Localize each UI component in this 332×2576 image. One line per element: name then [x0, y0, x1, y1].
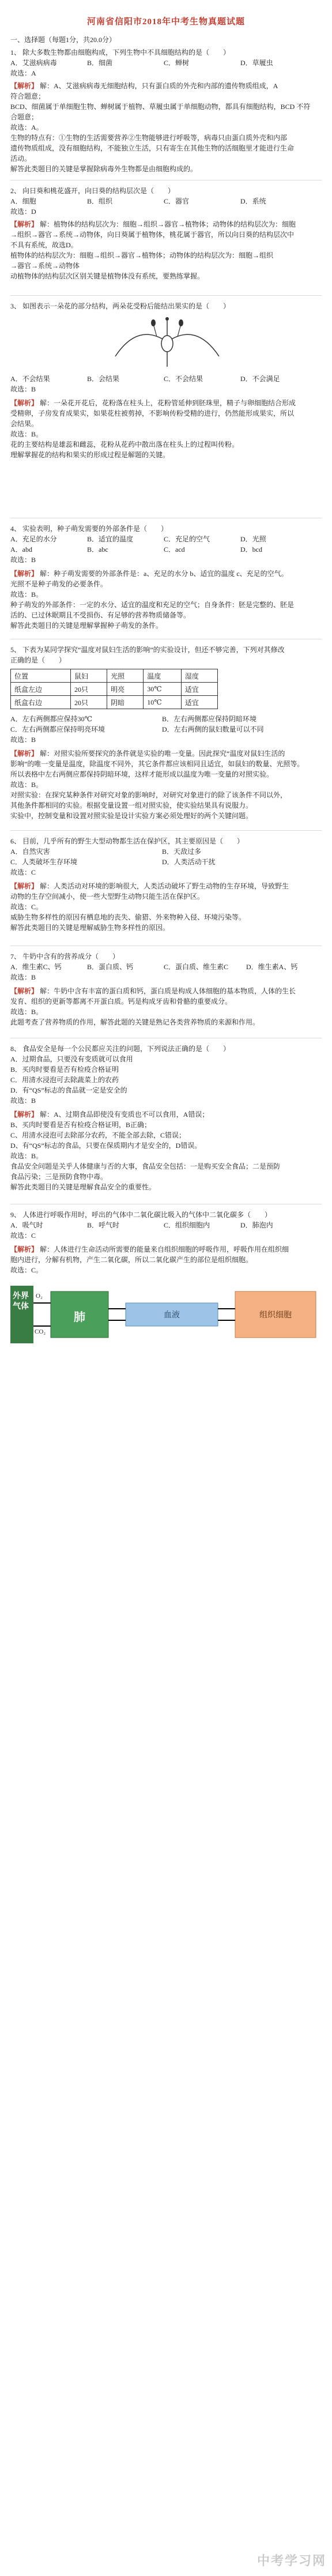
diagram-label-outer: 外界气体 — [13, 1292, 29, 1311]
option[interactable]: C．组织细胞内 — [164, 1221, 210, 1229]
analysis-line: 符合题意； — [10, 92, 46, 100]
analysis-line: 其他条件都相同的实验。根据变量设置一组对照实验，使实验结果具有说服力。 — [10, 801, 253, 809]
analysis-line: 故选：B。 — [10, 781, 43, 789]
question-1-options — [10, 58, 322, 68]
table-cell: 20只 — [71, 683, 107, 696]
question-4-options — [10, 544, 322, 555]
analysis-line: 合题意； — [10, 113, 39, 121]
analysis-line: 实验中，控制变量和设置对照实验是设计实验方案必须处理好的两个关键问题。 — [10, 812, 253, 820]
analysis-line — [10, 986, 322, 996]
analysis-line: 活动。 — [10, 155, 32, 163]
analysis-line: 解答此类题目的关键是理解食品安全的重要性。 — [10, 1183, 156, 1191]
analysis-line: 理解掌握花的结构和果实的形成过程是解题的关键。 — [10, 451, 170, 459]
table-cell: 适宜 — [181, 683, 217, 696]
question-7-stem: 7、 牛奶中含有的营养成分（ ） — [10, 952, 120, 961]
analysis-label: 【解析】 — [10, 82, 39, 90]
option[interactable]: B．买肉时要看是否有检疫合格证明 — [10, 1065, 119, 1074]
analysis-text: 解：对照实验所要探究的条件就是实验的唯一变量。因此探究“温度对鼠妇生活的 — [38, 750, 285, 758]
watermark: 中考学习网 — [256, 2554, 326, 2569]
analysis-line: 生物的特点有：①生物的生活需要营养②生物能够进行呼吸等，病毒只由蛋白质外壳和内部 — [10, 134, 288, 142]
option[interactable]: A．过期食品，只要没有变质就可以食用 — [10, 1055, 133, 1063]
table-cell: 鼠妇 — [71, 669, 107, 683]
table-row — [11, 683, 218, 696]
option: A．充足的水分 — [10, 535, 57, 543]
option[interactable]: A．吸气时 — [10, 1221, 43, 1229]
option[interactable]: D．左右两侧的鼠妇数量可以不同 — [162, 725, 264, 733]
analysis-label: 【解析】 — [10, 1110, 39, 1118]
analysis-line — [10, 219, 322, 229]
question-4-conditions — [10, 534, 322, 544]
question-9-options — [10, 1220, 322, 1230]
option[interactable]: C．蛋白质、维生素C — [164, 963, 229, 971]
option[interactable]: A．艾滋病病毒 — [10, 59, 57, 67]
option: C．充足的空气 — [164, 535, 210, 543]
analysis-line — [10, 81, 322, 91]
table-cell: 纸盒右边 — [11, 696, 71, 709]
option[interactable]: B．abc — [87, 545, 108, 553]
question-1-stem: 1、 除大多数生物都由细胞构成，下列生物中不具细胞结构的是（ ） — [10, 48, 231, 57]
analysis-text: 解：A、艾滋病病毒无细胞结构，只有蛋白质的外壳和内部的遗传物质组成，A — [38, 82, 278, 90]
table-cell: 30℃ — [144, 683, 182, 696]
analysis-line: 受精卵，子房发育成果实，如果花柱被剪掉，不影响传粉受精的进行，仍然能形成果实，所以 — [10, 409, 295, 417]
option[interactable]: A．维生素C、钙 — [10, 963, 62, 971]
section-heading: 一、选择题（每题1分，共20.0分） — [10, 36, 116, 44]
question-5-options-row2 — [10, 724, 322, 735]
analysis-line: 植物体的结构层次为：细胞→组织→器官→植物体；动物体的结构层次为：细胞→组织 — [10, 251, 274, 259]
table-cell: 明亮 — [107, 683, 144, 696]
analysis-line: C、用清水浸泡可去除部分农药，不能全部去除，C错误； — [10, 1131, 186, 1139]
option[interactable]: C．器官 — [164, 197, 190, 205]
analysis-line: 解答此类题目的关键是理解威胁生物多样性的原因。 — [10, 924, 170, 932]
option[interactable]: A．左右两侧都应保持30℃ — [10, 715, 93, 723]
option[interactable]: A．不会结果 — [10, 375, 50, 383]
option[interactable]: D．人类活动干扰 — [162, 858, 216, 866]
question-5-options-row1 — [10, 714, 322, 724]
analysis-label: 【解析】 — [10, 399, 39, 407]
option[interactable]: D．系统 — [240, 197, 266, 205]
experiment-table — [10, 669, 218, 709]
answer: 故选：D — [10, 208, 36, 216]
question-2-options — [10, 196, 322, 206]
analysis-label: 【解析】 — [10, 220, 39, 228]
option[interactable]: C．acd — [164, 545, 185, 553]
table-cell: 适宜 — [181, 696, 217, 709]
divider — [10, 830, 322, 831]
option[interactable]: D．不会满足 — [240, 375, 280, 383]
analysis-label: 【解析】 — [10, 570, 39, 578]
analysis-line: 故选：B。 — [10, 1008, 43, 1016]
answer: 故选：B — [10, 385, 36, 393]
analysis-line: 威胁生物多样性的原因有栖息地的丧失、偷猎、外来物种入侵、环境污染等。 — [10, 913, 246, 921]
table-cell: 10℃ — [144, 696, 182, 709]
option[interactable]: B．蛋白质、钙 — [87, 963, 134, 971]
table-cell: 光照 — [107, 669, 144, 683]
analysis-line: 故选：B。 — [10, 1152, 43, 1160]
question-9-stem: 9、 人体进行呼吸作用时，呼出的气体中二氧化碳比吸入的气体中二氧化碳多（ ） — [10, 1211, 272, 1219]
question-6-options-row2 — [10, 857, 322, 867]
analysis-line: 故选：C。 — [10, 1266, 43, 1274]
answer: 故选：B — [10, 736, 36, 744]
analysis-line: 花的主要结构是雄蕊和雌蕊，花粉从花药中散出落在柱头上的过程叫传粉。 — [10, 440, 239, 449]
analysis-line — [10, 568, 322, 579]
question-4-stem: 4、 实验表明，种子萌发需要的外部条件是（ ） — [10, 525, 168, 533]
analysis-line: 发育、组织的更新等都离不开蛋白质。钙是构成牙齿和骨骼的重要成分。 — [10, 997, 232, 1005]
analysis-line: 食品污染；三是预防食物中毒。 — [10, 1173, 108, 1181]
analysis-line: B、买肉时要看是否有检疫合格证明，B正确； — [10, 1121, 152, 1129]
question-8-stem: 8、 食品安全是每一个公民都应关注的问题，下列说法正确的是（ ） — [10, 1045, 231, 1053]
option[interactable]: C．用清水浸泡可去除蔬菜上的农药 — [10, 1076, 119, 1084]
analysis-line — [10, 1244, 322, 1255]
analysis-line: 此题考查了营养物质的作用，解答此题的关键是熟记各类营养物质的来源和作用。 — [10, 1018, 260, 1026]
option[interactable]: D．bcd — [240, 545, 262, 553]
answer: 故选：C — [10, 868, 36, 876]
option[interactable]: A．细胞 — [10, 197, 36, 205]
analysis-line: 遗传物质组成，没有细胞结构，不能独立生活，只有寄生在其他生物的活细胞里才能进行生命 — [10, 144, 295, 152]
table-cell: 纸盒左边 — [11, 683, 71, 696]
analysis-line: 故选：C。 — [10, 903, 43, 911]
table-cell: 20只 — [71, 696, 107, 709]
analysis-line: 对照实验：在探究某种条件对研究对象的影响时，对研究对象进行的除了该条件不同以外， — [10, 791, 288, 799]
analysis-line: 胞内进行，分解有机物，产生二氧化碳，所以二氧化碳产生的部位是组织细胞。 — [10, 1256, 253, 1264]
diagram-label-o2: O₂ — [36, 1293, 43, 1300]
option[interactable]: D．有“QS”标志的食品就一定是安全的 — [10, 1086, 127, 1094]
analysis-line: →组织→器官→系统→动物体，向日葵属于植物体，桃花属于器官，所以向日葵的结构层次中 — [10, 231, 295, 239]
analysis-text: 解：A、过期食品即使没有变质也不可以食用，A错误； — [38, 1110, 209, 1118]
analysis-line: 光照不是种子萌发的必要条件。 — [10, 580, 108, 588]
analysis-line: 影响”的唯一变量是温度，除温度不同外，其它条件都应该相同且适宜，如鼠妇的数量、光照等。 — [10, 760, 304, 768]
option[interactable]: B．细菌 — [87, 59, 113, 67]
diagram-label-blood: 血液 — [164, 1311, 180, 1320]
answer: 故选：B — [10, 556, 36, 564]
analysis-line: 动物的生存空间减小，使一些大型野生动物只能生活在保护区。 — [10, 892, 205, 901]
option[interactable]: A．自然灾害 — [10, 848, 50, 856]
option[interactable]: B．天敌过多 — [162, 848, 202, 856]
question-5-stem: 5、 下表为某同学探究“温度对鼠妇生活的影响”的实验设计，但还不够完善，下列对其修改 — [10, 646, 285, 654]
option[interactable]: C．人类破坏生存环境 — [10, 858, 78, 866]
option[interactable]: C．不会结果 — [164, 375, 203, 383]
analysis-line: D、有“QS”标志的食品，只要在保质期内才是安全的，D错误。 — [10, 1142, 202, 1150]
analysis-label: 【解析】 — [10, 750, 39, 758]
option[interactable]: B．会结果 — [87, 375, 120, 383]
analysis-line — [10, 748, 322, 759]
analysis-label: 【解析】 — [10, 1245, 39, 1253]
question-7-options — [10, 962, 322, 972]
question-6-stem: 6、 目前，几乎所有的野生大型动物都生活在保护区，其主要原因是（ ） — [10, 837, 244, 845]
option[interactable]: B．呼气时 — [87, 1221, 120, 1229]
option[interactable]: D．草履虫 — [240, 59, 273, 67]
flower-figure — [104, 316, 231, 368]
analysis-line: 动植物体的结构层次区别关键是植物体没有系统，要熟练掌握。 — [10, 272, 205, 280]
table-row — [11, 696, 218, 709]
analysis-text: 解：一朵花开花后，花粉落在柱头上，花粉管延伸到胚珠里，精子与卵细胞结合形成 — [38, 399, 296, 407]
analysis-line — [10, 1109, 322, 1120]
option[interactable]: D．肺泡内 — [240, 1221, 273, 1229]
question-6-options-row1 — [10, 846, 322, 857]
option[interactable]: D．维生素A、钙 — [246, 963, 298, 971]
diagram-label-tissue: 组织细胞 — [259, 1311, 292, 1320]
analysis-text: 解：人类活动对环境的影响很大，人类活动破坏了野生动物的生存环境，导致野生 — [38, 882, 289, 890]
analysis-line — [10, 398, 322, 408]
analysis-line: 解答此类题目的关键是理解掌握种子萌发的条件。 — [10, 622, 163, 630]
answer: 故选：A — [10, 69, 36, 77]
diagram-label-co2: CO₂ — [35, 1328, 46, 1335]
question-2-stem: 2、 向日葵和桃花盛开，向日葵的结构层次是（ ） — [10, 187, 175, 195]
analysis-line: 故选：B。 — [10, 590, 43, 598]
analysis-line: 故选：B。 — [10, 430, 43, 438]
page-title: 河南省信阳市2018年中考生物真题试题 — [86, 17, 245, 27]
answer: 故选：C — [10, 1231, 36, 1240]
analysis-line: BCD、细菌属于单细胞生物、蝉树属于植物、草履虫属于单细胞动物，都具有细胞结构，BCD 不符 — [10, 103, 311, 111]
option[interactable]: B．左右两侧都应保持阴暗环境 — [162, 715, 257, 723]
option: B．适宜的温度 — [87, 535, 134, 543]
table-cell: 湿度 — [181, 669, 217, 683]
answer: 故选：B — [10, 973, 36, 981]
table-row — [11, 669, 218, 683]
analysis-label: 【解析】 — [10, 882, 39, 890]
analysis-line: 不具有系统，故选D。 — [10, 241, 78, 249]
analysis-line: 食品安全问题是关乎人体健康与否的大事，食品安全包括：一是购买安全食品；二是预防 — [10, 1162, 281, 1170]
analysis-line: 活的、已过休眠期且不受损伤、有足够的营养物质储备等。 — [10, 611, 191, 619]
question-3-stem: 3、 如图表示一朵花的部分结构，两朵花受粉后能结出果实的是（ ） — [10, 302, 231, 310]
analysis-line: 会结果。 — [10, 420, 39, 428]
analysis-line: 所以表格中左右两侧应都保持阴暗环境，这样才能形成以温度为唯一变量的对照实验。 — [10, 770, 274, 778]
question-5-stem-cont: 正确的是（ ） — [10, 656, 66, 664]
table-cell: 温度 — [144, 669, 182, 683]
analysis-line — [10, 881, 322, 891]
analysis-text: 解：人体进行生命活动所需要的能量来自组织细胞的呼吸作用，呼吸作用在组织细 — [38, 1245, 289, 1253]
analysis-line: 种子萌发的外部条件：一定的水分、适宜的温度和充足的空气；自身条件：胚是完整的、胚是 — [10, 601, 295, 609]
table-cell: 阴暗 — [107, 696, 144, 709]
option: D．光照 — [240, 535, 266, 543]
analysis-line: 解答此类题目的关键是掌握除病毒外生物都是由细胞构成的。 — [10, 165, 198, 173]
analysis-text: 解：植物体的结构层次为：细胞→组织→器官→植物体；动物体的结构层次为：细胞 — [38, 220, 296, 228]
respiration-diagram — [10, 1280, 322, 1349]
option[interactable]: A．abd — [10, 545, 32, 553]
analysis-label: 【解析】 — [10, 987, 39, 995]
table-cell: 位置 — [11, 669, 71, 683]
analysis-text: 解：牛奶中含有丰富的蛋白质和钙，蛋白质是构成人体细胞的基本物质，人体的生长 — [38, 987, 296, 995]
analysis-text: 解：种子萌发需要的外部条件是：a、充足的水分 b、适宜的温度 c、充足的空气。 — [38, 570, 288, 578]
analysis-line: →器官→系统→动物体 — [10, 262, 80, 270]
option[interactable]: C．左右两侧都应保持明亮环境 — [10, 725, 105, 733]
analysis-line: 故选：A。 — [10, 123, 43, 131]
divider — [10, 295, 322, 296]
option[interactable]: C．蝉树 — [164, 59, 190, 67]
diagram-label-lung: 肺 — [74, 1311, 85, 1324]
question-3-options — [10, 374, 322, 384]
option[interactable]: B．组织 — [87, 197, 113, 205]
answer: 故选：B — [10, 1097, 36, 1105]
